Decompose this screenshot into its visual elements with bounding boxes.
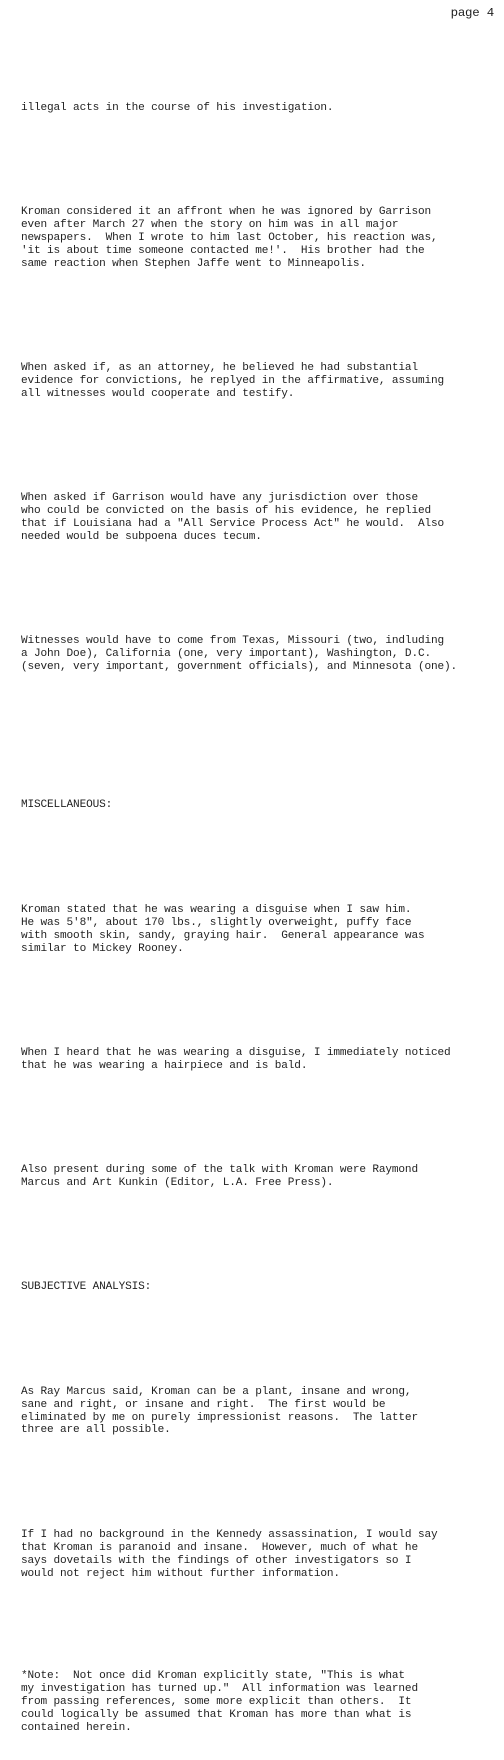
paragraph-illegal-acts: illegal acts in the course of his investigation. bbox=[21, 101, 334, 114]
paragraph-hairpiece: When I heard that he was wearing a disguise, I immediately noticed that he was wearing a hairpiece and is bald. bbox=[21, 1046, 451, 1072]
paragraph-disguise: Kroman stated that he was wearing a disguise when I saw him. He was 5'8", about 170 lbs., slightly overweight, puffy face with smooth skin, sandy, graying hair. General appearance was similar to Mickey Rooney. bbox=[21, 903, 425, 955]
paragraph-affront: Kroman considered it an affront when he was ignored by Garrison even after March 27 when the story on him was in all major newspapers. When I wrote to him last October, his reaction was, 'it is about time someone contacted me!'. His brother had the same reaction when Stephen Jaffe went to Minneapolis. bbox=[21, 206, 438, 270]
heading-miscellaneous: MISCELLANEOUS: bbox=[21, 798, 113, 811]
paragraph-background: If I had no background in the Kennedy assassination, I would say that Kroman is paranoid and insane. However, much of what he says dovetails with the findings of other investigators so I would not reject him without further information. bbox=[21, 1528, 438, 1580]
paragraph-jurisdiction: When asked if Garrison would have any jurisdiction over those who could be convicted on the basis of his evidence, he replied that if Louisiana had a "All Service Process Act" he would. Also needed would be subpoena duces tecum. bbox=[21, 492, 444, 543]
paragraph-witnesses: Witnesses would have to come from Texas, Missouri (two, indluding a John Doe), California (one, very important), Washington, D.C. (seven, very important, government officials), and Minnesota (one). bbox=[21, 635, 457, 674]
footnote: *Note: Not once did Kroman explicitly state, "This is what my investigation has turned up." All information was learned from passing references, some more explicit than others. It could logically be assumed that Kroman has more than what is contained herein. bbox=[21, 1669, 418, 1734]
paragraph-also-present: Also present during some of the talk with Kroman were Raymond Marcus and Art Kunkin (Editor, L.A. Free Press). bbox=[21, 1164, 418, 1190]
heading-subjective-analysis: SUBJECTIVE ANALYSIS: bbox=[21, 1281, 152, 1294]
document-body bbox=[21, 76, 497, 1760]
paragraph-plant: As Ray Marcus said, Kroman can be a plant, insane and wrong, sane and right, or insane and right. The first would be eliminated by me on purely impressionist reasons. The latter three are all possible. bbox=[21, 1385, 418, 1437]
page-number: page 4 bbox=[450, 6, 494, 20]
paragraph-attorney: When asked if, as an attorney, he believed he had substantial evidence for convictions, he replyed in the affirmative, assuming all witnesses would cooperate and testify. bbox=[21, 362, 444, 400]
